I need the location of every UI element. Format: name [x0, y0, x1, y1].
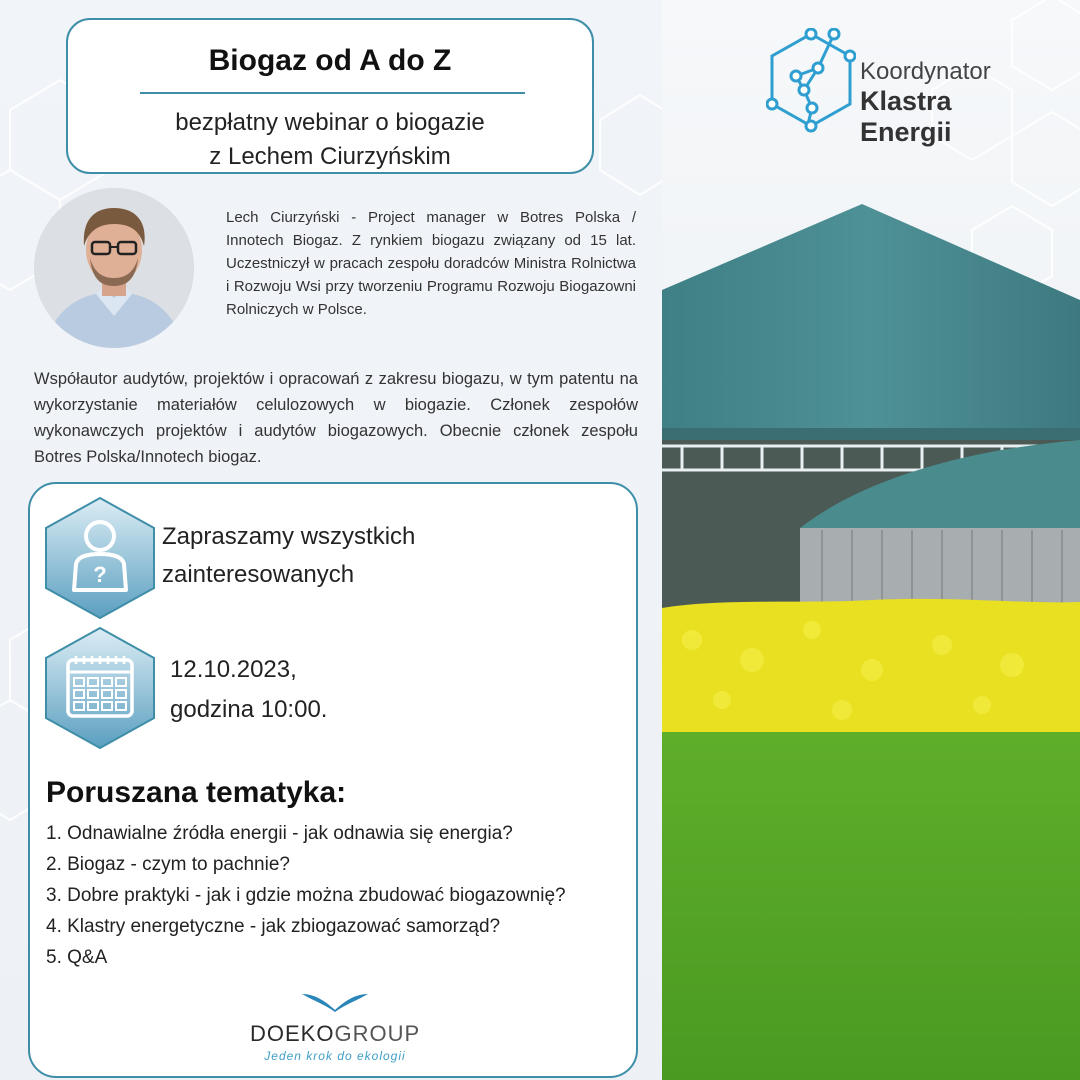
network-hex-icon [766, 28, 856, 134]
topics-list [46, 818, 606, 973]
sponsor-name [250, 1021, 420, 1047]
title-divider [140, 92, 525, 94]
person-question-icon [44, 496, 156, 620]
list-item: 1. Odnawialne źródła energii - jak odnawia się energia? [46, 823, 513, 844]
subtitle-line-1: bezpłatny webinar o biogazie [175, 109, 485, 136]
event-time: godzina 10:00. [170, 696, 328, 723]
topics-title: Poruszana tematyka: [46, 776, 347, 809]
page-subtitle [68, 106, 592, 174]
koordynator-logo [766, 28, 1046, 147]
brand-line-2: Klastra Energii [860, 86, 952, 147]
list-item: 3. Dobre praktyki - jak i gdzie można zbudować biogazownię? [46, 885, 566, 906]
sponsor-name-part1: DOEKO [250, 1021, 335, 1046]
sponsor-name-part2: GROUP [334, 1021, 421, 1046]
list-item: 4. Klastry energetyczne - jak zbiogazować samorząd? [46, 916, 501, 937]
sponsor-tagline: Jeden krok do ekologii [264, 1049, 406, 1063]
page-title: Biogaz od A do Z [208, 44, 452, 77]
list-item: 5. Q&A [46, 947, 108, 968]
speaker-bio-long: Współautor audytów, projektów i opracowań z zakresu biogazu, w tym patentu na wykorzystanie materiałów celulozowych w biogazie. Członek zespołów wykonawczych projektów i audytów biogazowych. Obecnie członek zespołu Botres Polska/Innotech biogaz. [34, 370, 638, 466]
title-box [66, 18, 594, 174]
invite-line-1: Zapraszamy wszystkich [162, 523, 416, 550]
subtitle-line-2: z Lechem Ciurzyńskim [209, 143, 451, 170]
event-date: 12.10.2023, [170, 656, 297, 683]
biogas-plant-photo [662, 0, 1080, 1080]
wave-logo-icon [300, 990, 370, 1012]
invite-line-2: zainteresowanych [162, 561, 355, 588]
list-item: 2. Biogaz - czym to pachnie? [46, 854, 290, 875]
svg-text:?: ? [93, 562, 107, 587]
doeko-logo [250, 990, 420, 1063]
event-datetime [170, 650, 327, 730]
calendar-icon [44, 626, 156, 750]
speaker-avatar [34, 188, 194, 348]
speaker-bio-short: Lech Ciurzyński - Project manager w Botres Polska / Innotech Biogaz. Z rynkiem biogazu związany od 15 lat. Uczestniczył w pracach zespołu doradców Ministra Rolnictwa i Rozwoju Wsi przy tworzeniu Programu Rozwoju Biogazowni Rolniczych w Polsce. [226, 209, 636, 318]
brand-line-1: Koordynator [860, 58, 991, 85]
invite-text [162, 518, 415, 594]
